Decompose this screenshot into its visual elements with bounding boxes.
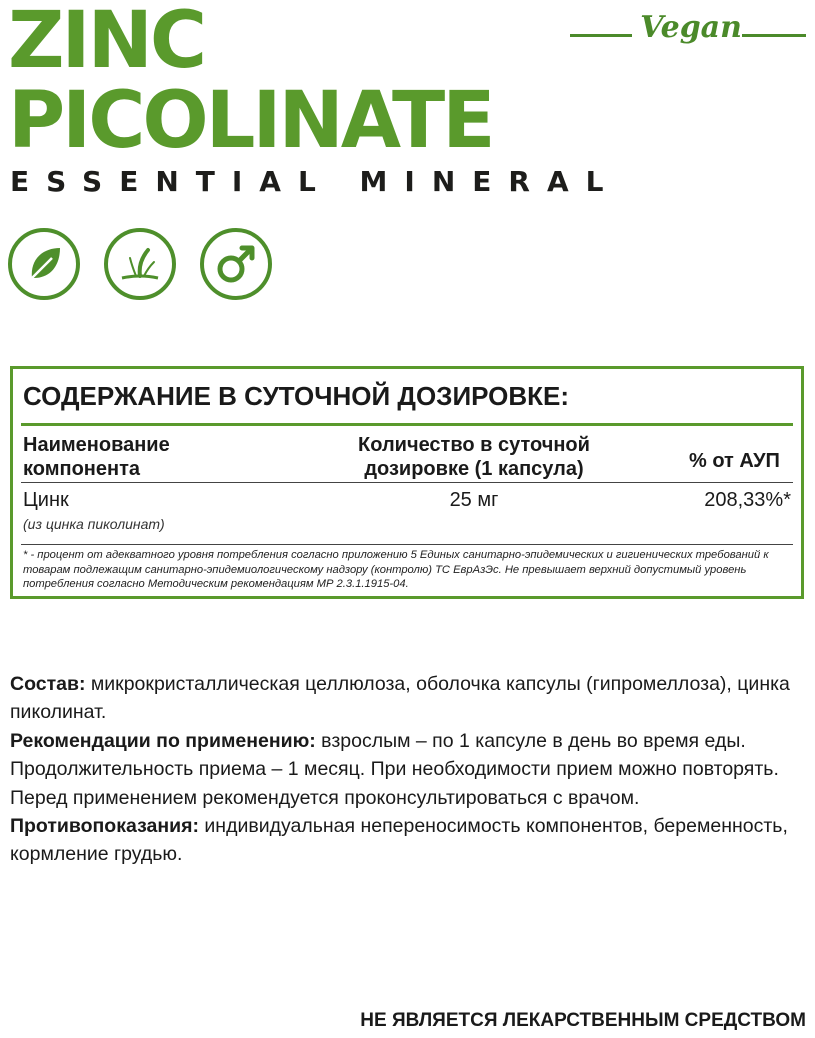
contraindications-text: индивидуальная непереносимость компонентов, беременность, кормление грудью. [10,815,788,866]
table-heading: СОДЕРЖАНИЕ В СУТОЧНОЙ ДОЗИРОВКЕ: [23,381,570,411]
footnote-divider [21,544,793,545]
daily-dose-table [10,366,804,599]
recommendations-paragraph [10,727,810,812]
contraindications-label: Противопоказания: [10,815,199,838]
hair-icon [104,228,176,300]
vegan-line-left [570,34,632,37]
composition-text: микрокристаллическая целлюлоза, оболочка капсулы (гипромеллоза), цинка пиколинат. [10,673,790,724]
component-source: (из цинка пиколинат) [23,516,165,532]
male-symbol-icon [200,228,272,300]
percent-column-header: % от АУП [689,450,780,472]
recommendations-text: взрослым – по 1 капсуле в день во время еды. Продолжительность приема – 1 месяц. При необходимости прием можно повторять. Перед применением рекомендуется проконсультироваться с врачом. [10,729,779,809]
component-amount: 25 мг [449,489,499,511]
table-footnote: * - процент от адекватного уровня потребления согласно приложению 5 Единых санитарно-эпидемических и гигиенических требований к товарам подлежащим санитарно-эпидемиологическому надзору (контролю) ТС ЕврАзЭс. Не превышает верхний допустимый уровень потребления согласно Методическим рекомендациям МР 2.3.1.1915-04. [23,549,769,590]
amount-column-header: Количество в суточной дозировке (1 капсула) [358,434,590,480]
product-subtitle: ESSENTIAL MINERAL [10,165,621,198]
vegan-text: Vegan [640,10,742,45]
vegan-badge [570,10,808,66]
component-name: Цинк [23,489,69,511]
recommendations-label: Рекомендации по применению: [10,729,316,752]
vegan-line-right [742,34,806,37]
table-heading-rule [21,423,793,426]
composition-label: Состав: [10,673,86,695]
component-percent: 208,33%* [704,489,791,511]
not-medicine-disclaimer: НЕ ЯВЛЯЕТСЯ ЛЕКАРСТВЕННЫМ СРЕДСТВОМ [360,1010,806,1031]
contraindications-paragraph [10,812,810,869]
product-title-line1: ZINC [8,0,205,86]
component-column-header: Наименование компонента [23,434,170,480]
leaf-icon [8,228,80,300]
product-description [10,670,810,869]
product-title-line2: PICOLINATE [8,76,493,166]
composition-paragraph [10,670,810,727]
header-divider [21,482,793,483]
